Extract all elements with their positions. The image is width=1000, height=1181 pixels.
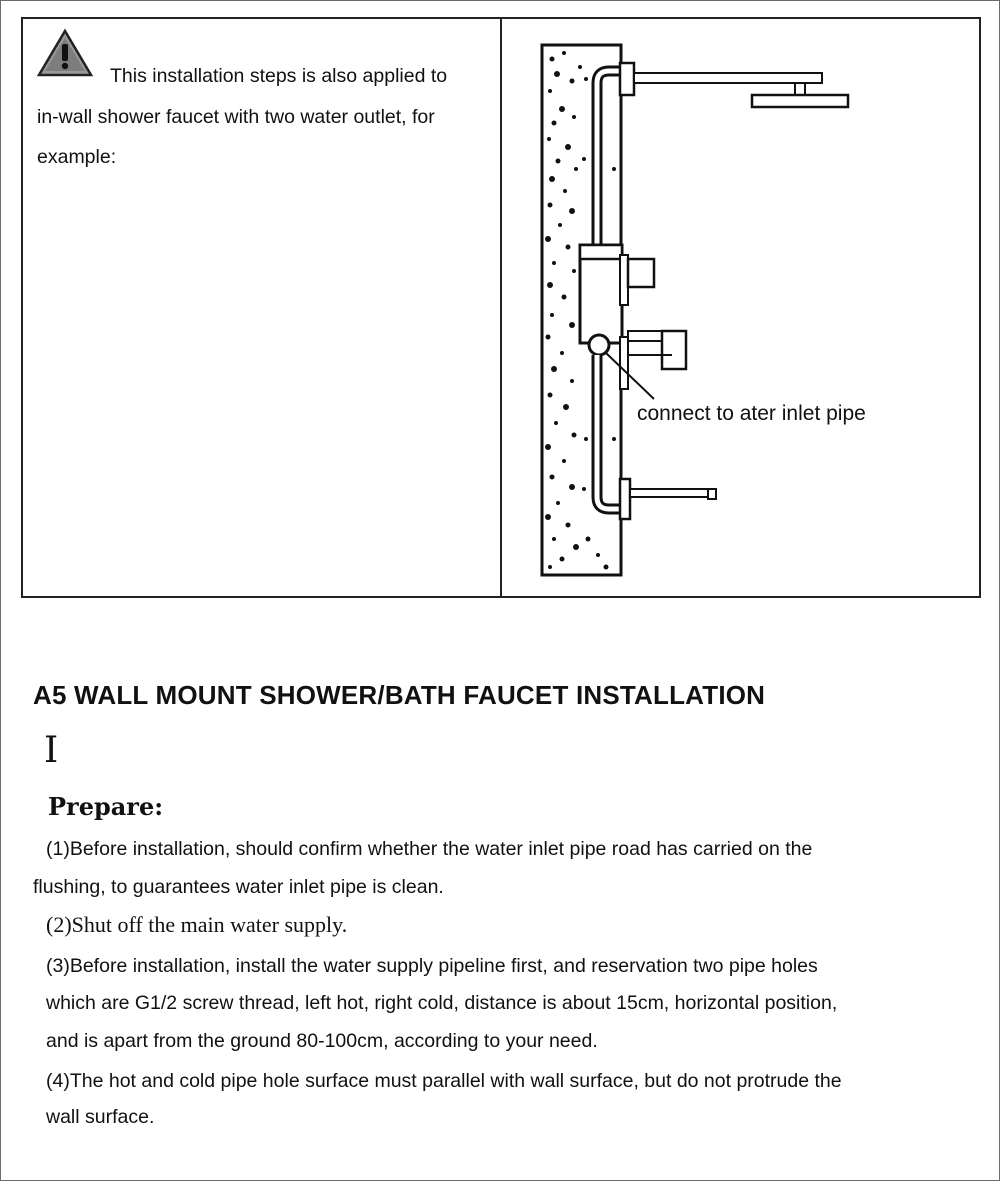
section-numeral: I — [44, 730, 59, 771]
note-diagram-box — [21, 17, 981, 598]
note-line-3: example: — [37, 146, 117, 168]
step-4-line-2: wall surface. — [46, 1106, 155, 1128]
step-2: (2)Shut off the main water supply. — [46, 912, 348, 937]
step-3-line-2: which are G1/2 screw thread, left hot, right cold, distance is about 15cm, horizontal position, — [46, 992, 838, 1014]
note-line-1: This installation steps is also applied to — [110, 65, 448, 87]
step-3-line-1: (3)Before installation, install the water supply pipeline first, and reservation two pipe holes — [46, 955, 818, 977]
prepare-heading: Prepare: — [48, 792, 164, 821]
note-line-2: in-wall shower faucet with two water outlet, for — [37, 106, 435, 128]
step-3-line-3: and is apart from the ground 80-100cm, according to your need. — [46, 1030, 598, 1052]
inlet-pipe-callout: connect to ater inlet pipe — [637, 402, 866, 425]
shower-installation-diagram — [502, 19, 979, 596]
step-1-line-1: (1)Before installation, should confirm whether the water inlet pipe road has carried on the — [46, 838, 813, 860]
section-title: A5 WALL MOUNT SHOWER/BATH FAUCET INSTALLATION — [33, 680, 766, 710]
warning-triangle-icon — [37, 28, 93, 78]
wall-diagram-drawing — [502, 19, 979, 596]
step-4-line-1: (4)The hot and cold pipe hole surface must parallel with wall surface, but do not protrude the — [46, 1070, 842, 1092]
step-1-line-2: flushing, to guarantees water inlet pipe is clean. — [33, 876, 444, 898]
